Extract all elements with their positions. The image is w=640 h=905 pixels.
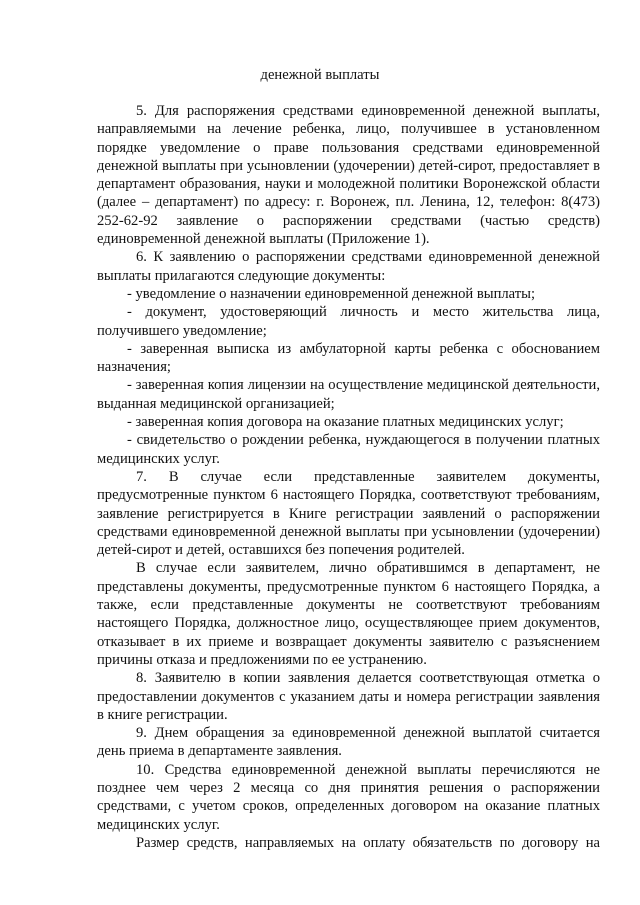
list-item-contract-copy: - заверенная копия договора на оказание платных медицинских услуг; <box>127 414 564 431</box>
list-item-medical-record: - заверенная выписка из амбулаторной карты ребенка с обоснованием назначения; <box>97 340 600 376</box>
paragraph-10: 10. Средства единовременной денежной выплаты перечисляются не позднее чем через 2 месяца со дня принятия решения о распоряжении средствами, с учетом сроков, определенных договором на оказание платных медицинских услуг. <box>97 761 600 833</box>
page-heading: денежной выплаты <box>260 67 380 83</box>
paragraph-7-refusal: В случае если заявителем, лично обратившимся в департамент, не представлены документы, предусмотренные пунктом 6 настоящего Порядка, а также, если представленные документы не соответствуют требованиям настоящего Порядка, должностное лицо, осуществляющее прием документов, отказывает в их приеме и возвращает документы заявителю с разъяснением причины отказа и предложениями по ее устранению. <box>97 560 600 668</box>
paragraph-amount: Размер средств, направляемых на оплату обязательств по договору на <box>136 834 600 851</box>
document-body <box>97 102 600 852</box>
paragraph-6: 6. К заявлению о распоряжении средствами единовременной денежной выплаты прилагаются следующие документы: <box>97 249 600 284</box>
list-item-license-copy: - заверенная копия лицензии на осуществление медицинской деятельности, выданная медицинской организацией; <box>97 377 600 412</box>
paragraph-7: 7. В случае если представленные заявителем документы, предусмотренные пунктом 6 настоящего Порядка, соответствуют требованиям, заявление регистрируется в Книге регистрации заявлений о распоряжении средствами единовременной денежной выплаты при усыновлении (удочерении) детей-сирот и детей, оставшихся без попечения родителей. <box>97 468 600 559</box>
list-item-birth-certificate: - свидетельство о рождении ребенка, нуждающегося в получении платных медицинских услуг. <box>97 432 600 467</box>
list-item-identity-document: - документ, удостоверяющий личность и место жительства лица, получившего уведомление; <box>97 304 600 339</box>
paragraph-9: 9. Днем обращения за единовременной денежной выплатой считается день приема в департаменте заявления. <box>97 725 600 760</box>
paragraph-8: 8. Заявителю в копии заявления делается соответствующая отметка о предоставлении документов с указанием даты и номера регистрации заявления в книге регистрации. <box>97 670 600 723</box>
list-item-notification: - уведомление о назначении единовременной денежной выплаты; <box>127 285 536 302</box>
paragraph-5: 5. Для распоряжения средствами единовременной денежной выплаты, направляемыми на лечение ребенка, лицо, получившее в установленном порядке уведомление о праве пользования средствами единовременной денежной выплаты при усыновлении (удочерении) детей-сирот, предоставляет в департамент образования, науки и молодежной политики Воронежской области (далее – департамент) по адресу: г. Воронеж, пл. Ленина, 12, телефон: 8(473) 252-62-92 заявление о распоряжении средствами (частью средств) единовременной денежной выплаты (Приложение 1). <box>97 103 600 248</box>
